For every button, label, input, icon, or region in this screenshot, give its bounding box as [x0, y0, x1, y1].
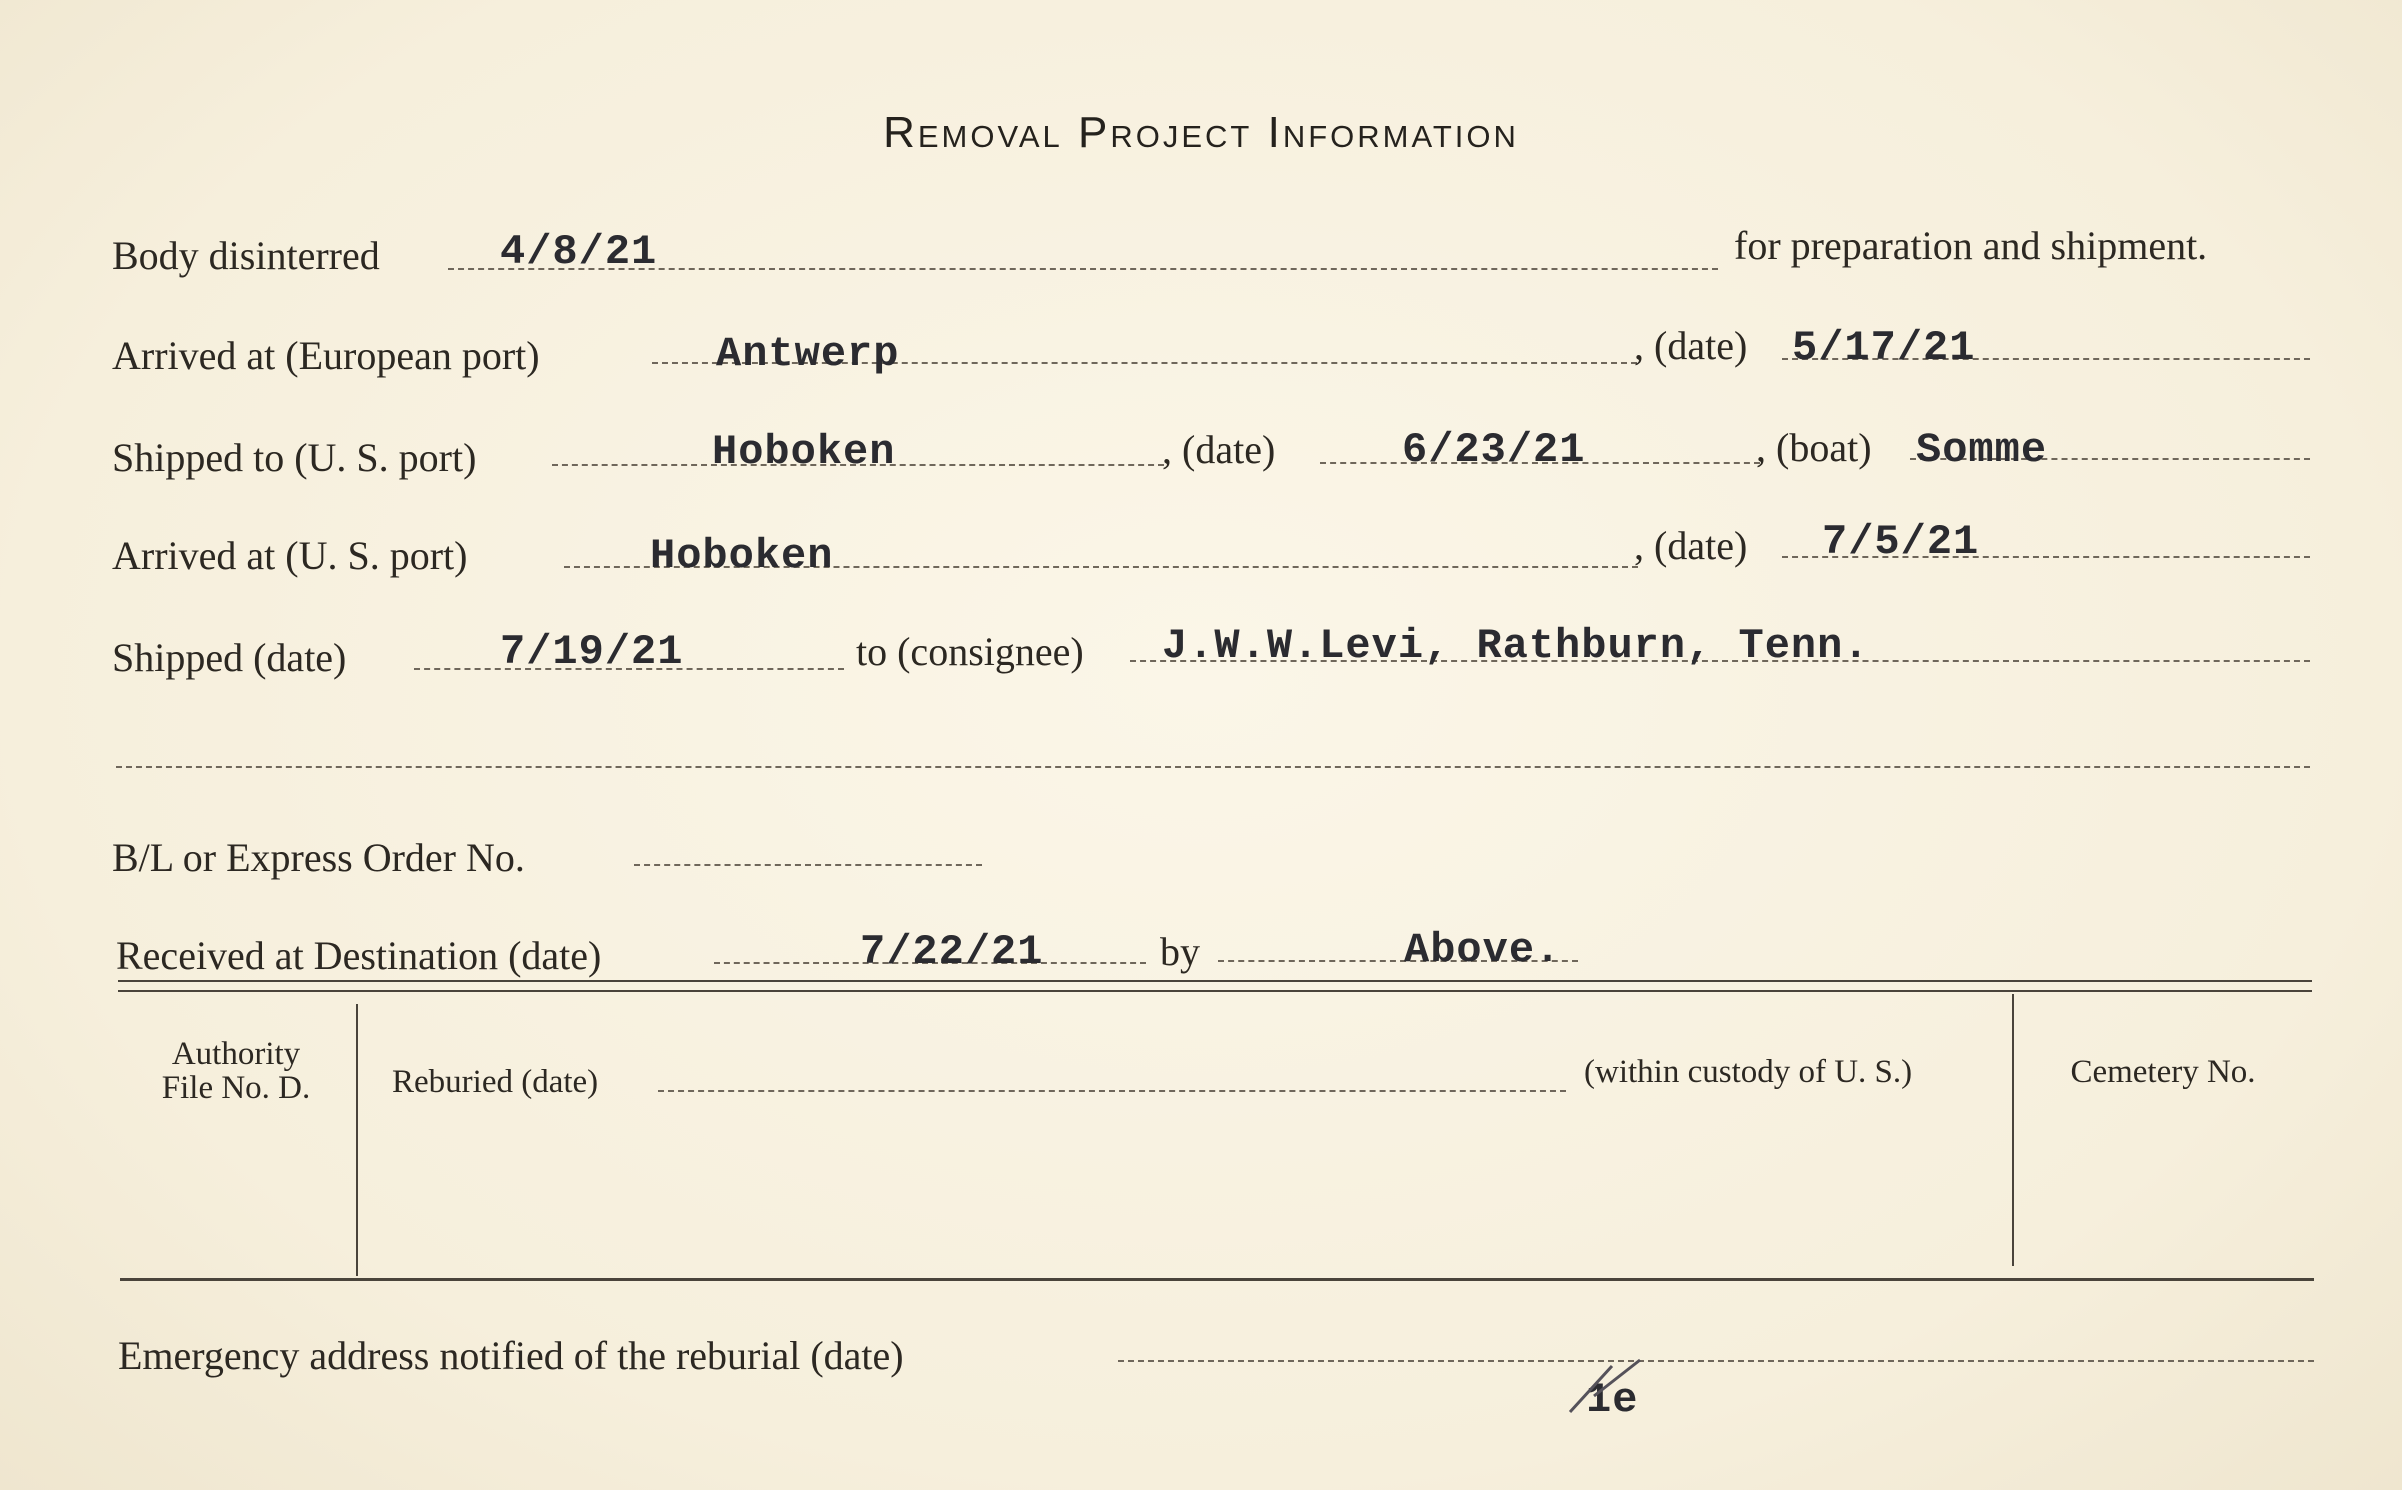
arrived-europe-date-label: , (date)	[1634, 323, 1748, 368]
shipped-us-date-label: , (date)	[1162, 427, 1276, 472]
received-by: Above.	[1404, 926, 1562, 974]
shipped-us-label: Shipped to (U. S. port)	[112, 435, 477, 480]
table-top-rule-2	[118, 990, 2312, 992]
shipped-us-port: Hoboken	[712, 428, 896, 476]
received-label: Received at Destination (date)	[116, 933, 602, 978]
arrived-us-port: Hoboken	[650, 532, 834, 580]
table-divider-left	[356, 1004, 358, 1276]
shipped-us-boat: Somme	[1916, 426, 2048, 474]
bl-order-line	[634, 864, 982, 866]
pen-slash-mark	[1564, 1356, 1644, 1416]
disinterred-suffix: for preparation and shipment.	[1734, 223, 2208, 268]
arrived-us-date-label: , (date)	[1634, 523, 1748, 568]
reburied-line	[658, 1090, 1566, 1092]
received-date: 7/22/21	[860, 928, 1044, 976]
shipped-us-boat-label: , (boat)	[1756, 425, 1872, 470]
emergency-line	[1118, 1360, 2314, 1362]
reburied-label: Reburied (date)	[392, 1064, 599, 1100]
consignee-value: J.W.W.Levi, Rathburn, Tenn.	[1162, 622, 1870, 670]
shipped-us-date: 6/23/21	[1402, 426, 1586, 474]
footer-mark: 1e	[1586, 1376, 1639, 1424]
table-divider-right	[2012, 994, 2014, 1266]
arrived-europe-port: Antwerp	[716, 330, 900, 378]
received-by-label: by	[1160, 929, 1200, 974]
continuation-line	[116, 766, 2310, 768]
shipped-date-label: Shipped (date)	[112, 635, 347, 680]
emergency-label: Emergency address notified of the reburial (date)	[118, 1333, 904, 1378]
custody-label: (within custody of U. S.)	[1584, 1054, 1913, 1090]
arrived-us-date: 7/5/21	[1822, 518, 1980, 566]
arrived-us-label: Arrived at (U. S. port)	[112, 533, 468, 578]
table-bottom-rule	[120, 1278, 2314, 1281]
table-top-rule-1	[118, 980, 2312, 982]
arrived-europe-date: 5/17/21	[1792, 324, 1976, 372]
authority-label-line2: File No. D.	[161, 1070, 311, 1106]
arrived-europe-label: Arrived at (European port)	[112, 333, 540, 378]
consignee-label: to (consignee)	[856, 629, 1084, 674]
disinterred-value: 4/8/21	[500, 228, 658, 276]
cemetery-label: Cemetery No.	[2070, 1054, 2256, 1090]
authority-label-line1: Authority	[171, 1036, 301, 1072]
shipped-date: 7/19/21	[500, 628, 684, 676]
page-title: Removal Project Information	[883, 108, 1519, 157]
disinterred-label: Body disinterred	[112, 233, 380, 278]
bl-order-label: B/L or Express Order No.	[112, 835, 525, 880]
